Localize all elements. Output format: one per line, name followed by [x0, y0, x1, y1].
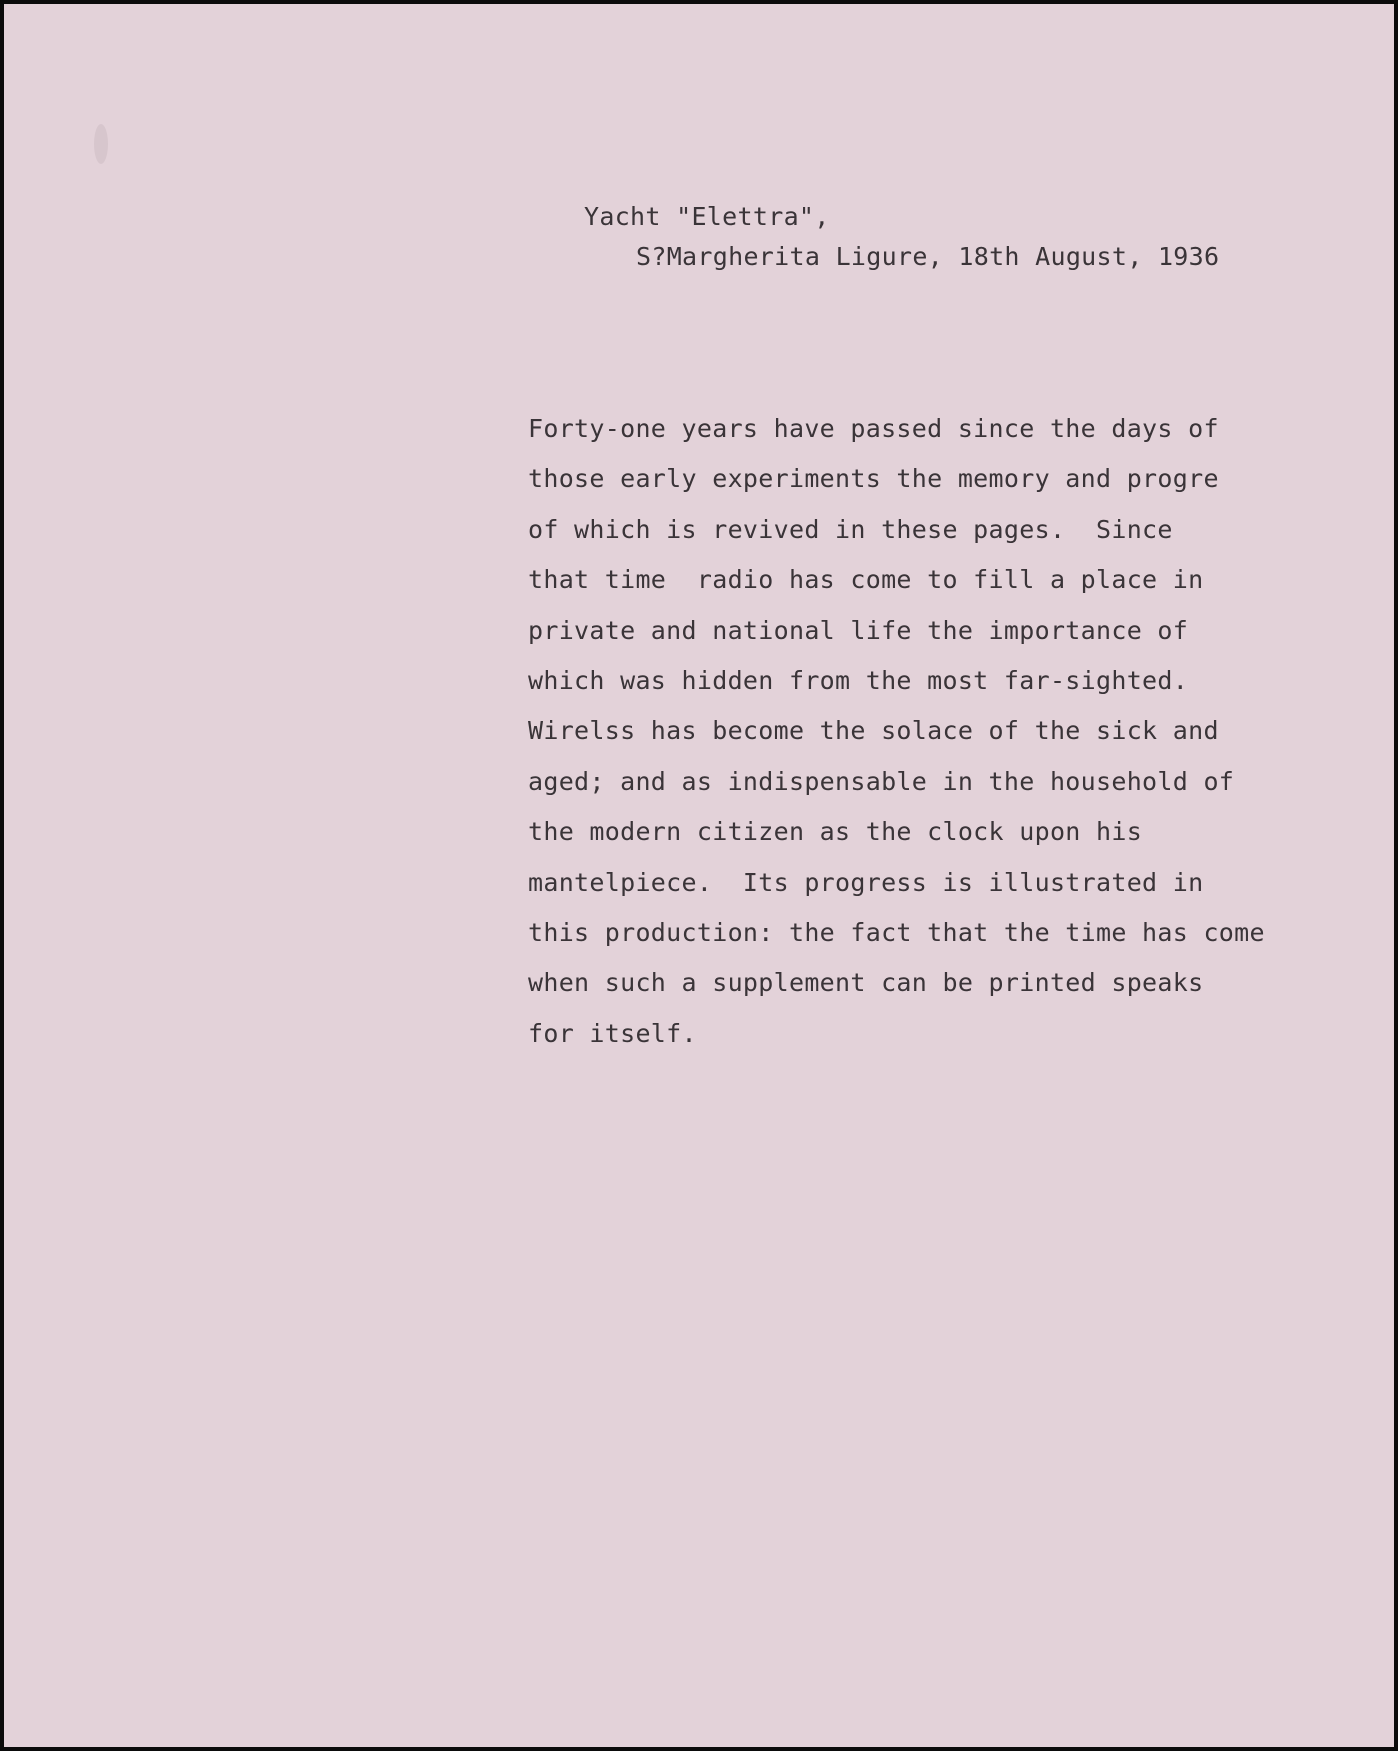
body-line: aged; and as indispensable in the household of: [528, 766, 1235, 796]
letter-body: [528, 404, 1388, 1059]
page-smudge: [94, 124, 108, 164]
body-line: that time radio has come to fill a place in: [528, 565, 1204, 595]
body-line: when such a supplement can be printed speaks: [528, 968, 1204, 998]
body-line: mantelpiece. Its progress is illustrated in: [528, 867, 1204, 897]
heading-location: Yacht "Elettra",: [584, 202, 830, 231]
body-line: which was hidden from the most far-sighted.: [528, 665, 1189, 695]
body-line: the modern citizen as the clock upon his: [528, 817, 1143, 847]
body-line: of which is revived in these pages. Since: [528, 514, 1173, 544]
body-line: private and national life the importance of: [528, 615, 1189, 645]
document-page: [4, 4, 1394, 1747]
body-line: Wirelss has become the solace of the sick and: [528, 716, 1219, 746]
body-line: for itself.: [528, 1018, 697, 1048]
body-line: this production: the fact that the time has come: [528, 917, 1265, 947]
heading-place-date: S?Margherita Ligure, 18th August, 1936: [636, 242, 1220, 271]
body-line: Forty-one years have passed since the days of: [528, 414, 1219, 443]
body-line: those early experiments the memory and progre: [528, 464, 1219, 494]
